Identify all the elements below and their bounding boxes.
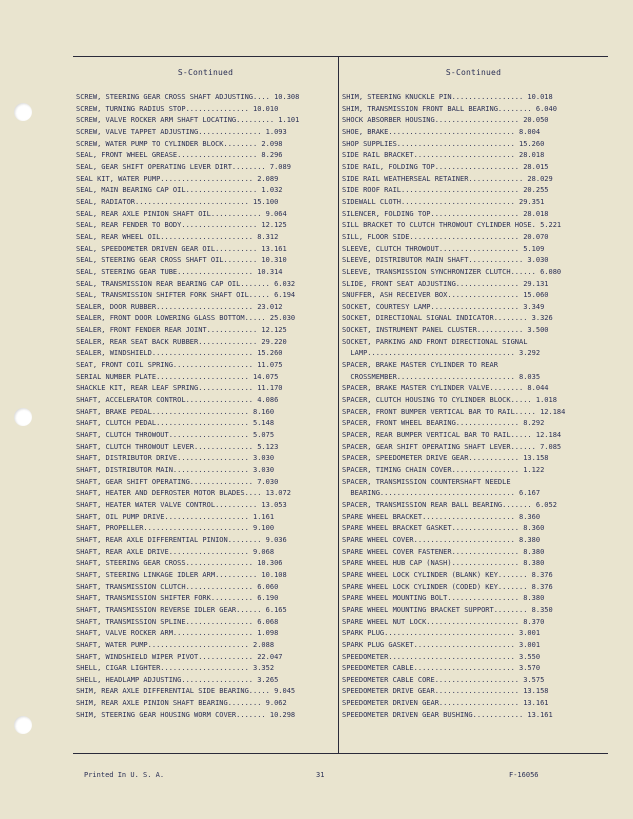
index-entry	[76, 547, 335, 559]
index-entry	[342, 686, 606, 698]
index-entry	[76, 162, 335, 174]
index-entry-text: SHAFT, ACCELERATOR CONTROL................ 4.086	[76, 396, 279, 405]
index-entry	[342, 640, 606, 652]
index-entry-text: SPARE WHEEL LOCK CYLINDER (CODED) KEY....... 8.376	[342, 582, 553, 591]
index-entry	[342, 570, 606, 582]
index-entry-text: SHAFT, HEATER WATER VALVE CONTROL.......... 13.053	[76, 500, 287, 509]
index-entry	[342, 465, 606, 477]
index-entry-text: SPACER, TRANSMISSION REAR BALL BEARING....... 6.052	[342, 500, 557, 509]
index-entry-text: SEAL, REAR AXLE PINION SHAFT OIL............ 9.064	[76, 209, 287, 218]
index-entry	[76, 442, 335, 454]
index-entry-text: SEAT, FRONT COIL SPRING................... 11.075	[76, 361, 283, 370]
index-entry-text: SCREW, VALVE TAPPET ADJUSTING............... 1.093	[76, 127, 287, 136]
index-entry	[76, 593, 335, 605]
index-entry-text: SCREW, WATER PUMP TO CYLINDER BLOCK........ 2.098	[76, 139, 283, 148]
index-entry-text: SHAFT, TRANSMISSION SPLINE................ 6.068	[76, 617, 279, 626]
index-entry-text: SLIDE, FRONT SEAT ADJUSTING............... 29.131	[342, 279, 549, 288]
index-entry-text: SEALER, WINDSHIELD........................ 15.260	[76, 349, 283, 358]
right-column-heading: S-Continued	[445, 68, 502, 77]
index-entry-text: SHAFT, BRAKE PEDAL....................... 8.160	[76, 407, 275, 416]
index-entry-text: SIDE ROOF RAIL............................ 20.255	[342, 186, 549, 195]
index-entry-text: SIDE RAIL WEATHERSEAL RETAINER............. 28.029	[342, 174, 553, 183]
index-entry-text: SHAFT, STEERING LINKAGE IDLER ARM.......... 10.108	[76, 570, 287, 579]
index-entry-text: SPACER, FRONT WHEEL BEARING............... 8.292	[342, 419, 545, 428]
index-entry	[76, 407, 335, 419]
index-entry	[342, 302, 606, 314]
index-entry	[342, 453, 606, 465]
index-entry-text: SLEEVE, DISTRIBUTOR MAIN SHAFT............. 3.030	[342, 256, 549, 265]
index-entry	[76, 640, 335, 652]
index-entry	[76, 360, 335, 372]
column-divider	[338, 57, 339, 753]
index-entry-text: SOCKET, PARKING AND FRONT DIRECTIONAL SIGNAL	[342, 337, 528, 346]
index-entry	[76, 232, 335, 244]
index-entry	[76, 337, 335, 349]
index-entry	[342, 663, 606, 675]
binder-hole-bottom	[14, 716, 32, 734]
index-entry-text: SHAFT, CLUTCH PEDAL...................... 5.148	[76, 419, 275, 428]
index-entry-text: SEAL KIT, WATER PUMP...................... 2.089	[76, 174, 279, 183]
index-entry	[76, 477, 335, 489]
index-entry	[76, 197, 335, 209]
index-entry-text: CROSSMEMBER............................ 8.035	[342, 372, 541, 381]
index-entry-text: SPACER, GEAR SHIFT OPERATING SHAFT LEVER...... 7.085	[342, 442, 562, 451]
binder-hole-middle	[14, 408, 32, 426]
index-entry-text: SHOCK ABSORBER HOUSING.................... 20.050	[342, 116, 549, 125]
index-entry	[76, 220, 335, 232]
index-entry-text: BEARING................................ 6.167	[342, 489, 541, 498]
index-entry	[342, 372, 606, 384]
index-entry	[76, 628, 335, 640]
index-entry	[342, 209, 606, 221]
index-entry-text: SHIM, TRANSMISSION FRONT BALL BEARING........ 6.040	[342, 104, 557, 113]
footer-printed-in: Printed In U. S. A.	[84, 771, 165, 779]
index-entry	[76, 430, 335, 442]
index-entry-text: SPEEDOMETER DRIVEN GEAR BUSHING............ 13.161	[342, 710, 553, 719]
index-entry	[76, 570, 335, 582]
index-entry	[342, 500, 606, 512]
index-entry-text: SPACER, REAR BUMPER VERTICAL BAR TO RAIL..... 12.184	[342, 431, 562, 440]
index-entry-text: SPACER, TRANSMISSION COUNTERSHAFT NEEDLE	[342, 477, 511, 486]
index-entry-text: SHIM, REAR AXLE PINION SHAFT BEARING........ 9.062	[76, 699, 287, 708]
index-entry-text: SHELL, CIGAR LIGHTER..................... 3.352	[76, 664, 275, 673]
index-entry	[342, 477, 606, 489]
index-entry-text: SHAFT, WATER PUMP........................ 2.088	[76, 640, 275, 649]
index-entry-text: SPEEDOMETER.............................. 3.550	[342, 652, 541, 661]
index-entry-text: SEAL, SPEEDOMETER DRIVEN GEAR OIL.......... 13.161	[76, 244, 287, 253]
index-entry-text: SHOP SUPPLIES............................ 15.260	[342, 139, 545, 148]
index-entry	[342, 174, 606, 186]
index-entry-text: SEAL, REAR FENDER TO BODY.................. 12.125	[76, 221, 287, 230]
index-entry	[342, 232, 606, 244]
index-entry-text: SPEEDOMETER CABLE........................ 3.570	[342, 664, 541, 673]
index-entry	[76, 418, 335, 430]
index-entry-text: SILENCER, FOLDING TOP..................... 28.018	[342, 209, 549, 218]
index-entry	[76, 617, 335, 629]
index-entry-text: SLEEVE, TRANSMISSION SYNCHRONIZER CLUTCH...... 6.080	[342, 267, 562, 276]
index-entry	[76, 395, 335, 407]
index-entry-text: SHAFT, CLUTCH THROWOUT LEVER.............. 5.123	[76, 442, 279, 451]
index-entry-text: SPARE WHEEL BRACKET...................... 8.360	[342, 512, 541, 521]
index-entry	[342, 512, 606, 524]
footer-page-number: 31	[316, 771, 325, 779]
index-entry-text: SIDEWALL CLOTH........................... 29.351	[342, 197, 545, 206]
index-entry-text: SHAFT, CLUTCH THROWOUT................... 5.075	[76, 431, 275, 440]
index-entry-text: SEAL, TRANSMISSION SHIFTER FORK SHAFT OIL..... 6.194	[76, 291, 296, 300]
index-entry	[342, 104, 606, 116]
index-entry-text: SPARE WHEEL NUT LOCK...................... 8.370	[342, 617, 545, 626]
index-entry-text: SILL, FLOOR SIDE.......................... 20.070	[342, 232, 549, 241]
index-entry	[76, 383, 335, 395]
index-entry-text: SPARE WHEEL COVER........................ 8.380	[342, 535, 541, 544]
index-entry	[76, 92, 335, 104]
index-entry-text: SHAFT, REAR AXLE DRIVE................... 9.068	[76, 547, 275, 556]
index-entry	[342, 675, 606, 687]
index-entry-text: SCREW, TURNING RADIUS STOP............... 10.010	[76, 104, 279, 113]
index-entry	[76, 139, 335, 151]
index-entry-text: SOCKET, COURTESY LAMP..................... 3.349	[342, 302, 545, 311]
index-entry	[342, 255, 606, 267]
index-entry-text: SHAFT, GEAR SHIFT OPERATING............... 7.030	[76, 477, 279, 486]
index-entry-text: SPARE WHEEL MOUNTING BOLT................. 8.380	[342, 594, 545, 603]
index-entry-text: SPACER, FRONT BUMPER VERTICAL BAR TO RAIL..... 12.184	[342, 407, 566, 416]
index-entry-text: SEAL, REAR WHEEL OIL...................... 8.312	[76, 232, 279, 241]
footer-form-number: F-16056	[509, 771, 539, 779]
index-entry	[342, 115, 606, 127]
index-entry-text: SHAFT, TRANSMISSION REVERSE IDLER GEAR...... 6.165	[76, 605, 287, 614]
index-entry	[342, 430, 606, 442]
index-entry-text: SHAFT, STEERING GEAR CROSS................ 10.306	[76, 559, 283, 568]
index-entry	[76, 348, 335, 360]
index-entry-text: SPACER, TIMING CHAIN COVER................ 1.122	[342, 466, 545, 474]
index-entry-text: SHIM, STEERING GEAR HOUSING WORM COVER....... 10.298	[76, 710, 296, 719]
index-entry	[76, 535, 335, 547]
index-entry	[342, 337, 606, 349]
index-entry	[342, 244, 606, 256]
index-entry-text: SEAL, STEERING GEAR TUBE.................. 10.314	[76, 267, 283, 276]
index-entry	[342, 418, 606, 430]
index-entry-text: SPEEDOMETER CABLE CORE.................... 3.575	[342, 675, 545, 684]
index-entry	[342, 150, 606, 162]
index-entry-text: SEAL, STEERING GEAR CROSS SHAFT OIL........ 10.310	[76, 256, 287, 265]
index-entry	[342, 325, 606, 337]
index-entry-text: SCREW, VALVE ROCKER ARM SHAFT LOCATING......... 1.101	[76, 116, 300, 125]
index-entry	[342, 313, 606, 325]
index-entry	[76, 115, 335, 127]
index-entry-text: SPARE WHEEL BRACKET GASKET................ 8.360	[342, 524, 545, 533]
index-entry	[342, 383, 606, 395]
index-entry	[76, 663, 335, 675]
index-entry-text: SEAL, RADIATOR........................... 15.100	[76, 197, 279, 206]
index-entry	[342, 558, 606, 570]
index-entry-text: SHAFT, DISTRIBUTOR MAIN.................. 3.030	[76, 466, 275, 474]
index-entry-text: SHIM, STEERING KNUCKLE PIN................. 10.018	[342, 93, 553, 101]
index-entry-text: SERIAL NUMBER PLATE...................... 14.075	[76, 372, 279, 381]
index-entry-text: SPARE WHEEL COVER FASTENER................ 8.380	[342, 547, 545, 556]
index-entry	[342, 220, 606, 232]
index-entry-text: SEAL, TRANSMISSION REAR BEARING CAP OIL....... 6.032	[76, 279, 296, 288]
index-entry	[76, 104, 335, 116]
index-entry-text: SEALER, FRONT DOOR LOWERING GLASS BOTTOM..... 25.030	[76, 314, 296, 323]
left-column-heading: S-Continued	[177, 68, 234, 77]
index-entry-text: SIDE RAIL, FOLDING TOP.................... 28.015	[342, 162, 549, 171]
index-entry-text: SHELL, HEADLAMP ADJUSTING................. 3.265	[76, 675, 279, 684]
index-entry-text: SOCKET, DIRECTIONAL SIGNAL INDICATOR........ 3.326	[342, 314, 553, 323]
index-entry-text: SNUFFER, ASH RECEIVER BOX................. 15.060	[342, 291, 549, 300]
index-entry-text: SEAL, GEAR SHIFT OPERATING LEVER DIRT........ 7.089	[76, 162, 291, 171]
index-entry	[342, 488, 606, 500]
index-entry	[342, 348, 606, 360]
right-column-index	[342, 92, 606, 721]
index-entry-text: SPARK PLUG............................... 3.001	[342, 629, 541, 638]
index-entry	[342, 197, 606, 209]
index-entry-text: SIDE RAIL BRACKET........................ 28.018	[342, 151, 545, 160]
index-entry	[76, 523, 335, 535]
index-entry	[342, 407, 606, 419]
index-entry-text: SPEEDOMETER DRIVE GEAR.................... 13.158	[342, 687, 549, 696]
index-entry-text: SHAFT, TRANSMISSION CLUTCH................ 6.060	[76, 582, 279, 591]
index-entry	[342, 360, 606, 372]
index-entry-text: SHAFT, WINDSHIELD WIPER PIVOT............. 22.047	[76, 652, 283, 661]
index-entry	[76, 453, 335, 465]
binder-hole-top	[14, 103, 32, 121]
index-entry-text: SEALER, DOOR RUBBER....................... 23.012	[76, 302, 283, 311]
index-entry	[342, 652, 606, 664]
index-entry	[342, 92, 606, 104]
index-entry	[76, 512, 335, 524]
index-entry	[76, 127, 335, 139]
index-entry	[342, 127, 606, 139]
index-entry-text: SPARE WHEEL MOUNTING BRACKET SUPPORT........ 8.350	[342, 605, 553, 614]
index-entry	[342, 162, 606, 174]
index-entry	[76, 267, 335, 279]
index-entry	[76, 488, 335, 500]
index-entry	[76, 185, 335, 197]
index-entry	[342, 267, 606, 279]
index-entry-text: SHAFT, OIL PUMP DRIVE.................... 1.161	[76, 512, 275, 521]
index-entry-text: SPARE WHEEL LOCK CYLINDER (BLANK) KEY....... 8.376	[342, 570, 553, 579]
index-entry	[342, 535, 606, 547]
index-entry-text: SEAL, MAIN BEARING CAP OIL................. 1.032	[76, 186, 283, 195]
index-entry	[76, 465, 335, 477]
bottom-rule	[73, 753, 608, 754]
index-entry	[342, 547, 606, 559]
index-entry	[342, 139, 606, 151]
index-entry-text: SHAFT, VALVE ROCKER ARM................... 1.098	[76, 629, 279, 638]
top-rule	[73, 56, 608, 57]
index-entry-text: SHACKLE KIT, REAR LEAF SPRING............. 11.170	[76, 384, 283, 393]
index-entry	[76, 372, 335, 384]
index-entry	[76, 500, 335, 512]
index-entry	[76, 558, 335, 570]
index-entry	[76, 582, 335, 594]
index-entry-text: SOCKET, INSTRUMENT PANEL CLUSTER........... 3.500	[342, 326, 549, 335]
index-entry	[76, 652, 335, 664]
index-entry	[342, 628, 606, 640]
index-entry	[76, 174, 335, 186]
index-entry	[342, 710, 606, 722]
index-entry-text: SPARK PLUG GASKET........................ 3.001	[342, 640, 541, 649]
index-entry	[76, 675, 335, 687]
index-entry	[342, 442, 606, 454]
index-entry-text: SPACER, BRAKE MASTER CYLINDER TO REAR	[342, 361, 498, 370]
index-entry	[342, 395, 606, 407]
index-entry	[76, 710, 335, 722]
index-entry-text: SPACER, SPEEDOMETER DRIVE GEAR............ 13.158	[342, 454, 549, 463]
index-entry	[76, 313, 335, 325]
index-entry-text: LAMP................................... 3.292	[342, 349, 541, 358]
index-entry	[76, 302, 335, 314]
index-entry-text: SPEEDOMETER DRIVEN GEAR................... 13.161	[342, 699, 549, 708]
index-entry	[342, 605, 606, 617]
index-entry-text: SLEEVE, CLUTCH THROWOUT................... 5.109	[342, 244, 545, 253]
index-entry	[76, 290, 335, 302]
index-entry-text: SHAFT, REAR AXLE DIFFERENTIAL PINION........ 9.036	[76, 535, 287, 544]
index-entry	[76, 698, 335, 710]
index-entry	[76, 605, 335, 617]
index-entry	[76, 150, 335, 162]
index-entry	[342, 279, 606, 291]
index-entry-text: SPACER, CLUTCH HOUSING TO CYLINDER BLOCK..... 1.018	[342, 396, 557, 405]
index-entry-text: SEAL, FRONT WHEEL GREASE................... 8.296	[76, 151, 283, 160]
index-entry	[342, 593, 606, 605]
index-entry-text: SHAFT, TRANSMISSION SHIFTER FORK.......... 6.190	[76, 594, 279, 603]
index-entry	[76, 279, 335, 291]
index-entry-text: SHAFT, HEATER AND DEFROSTER MOTOR BLADES.... 13.072	[76, 489, 291, 498]
index-entry	[76, 255, 335, 267]
index-entry	[342, 698, 606, 710]
index-entry-text: SPACER, BRAKE MASTER CYLINDER VALVE........ 8.044	[342, 384, 549, 393]
index-entry-text: SHIM, REAR AXLE DIFFERENTIAL SIDE BEARING..... 9.045	[76, 687, 296, 696]
index-entry	[342, 523, 606, 535]
index-entry	[76, 209, 335, 221]
left-column-index	[76, 92, 335, 721]
index-entry	[76, 686, 335, 698]
index-entry-text: SHAFT, PROPELLER......................... 9.100	[76, 524, 275, 533]
index-entry-text: SILL BRACKET TO CLUTCH THROWOUT CYLINDER HOSE. 5.221	[342, 221, 562, 230]
index-entry-text: SEALER, REAR SEAT BACK RUBBER.............. 29.220	[76, 337, 287, 346]
index-entry-text: SHOE, BRAKE.............................. 8.004	[342, 127, 541, 136]
index-entry-text: SCREW, STEERING GEAR CROSS SHAFT ADJUSTING.... 10.308	[76, 93, 300, 101]
index-entry	[342, 185, 606, 197]
index-entry	[342, 617, 606, 629]
index-entry	[76, 244, 335, 256]
index-entry-text: SPARE WHEEL HUB CAP (NASH)................ 8.380	[342, 559, 545, 568]
index-entry	[342, 290, 606, 302]
index-entry-text: SHAFT, DISTRIBUTOR DRIVE................. 3.030	[76, 454, 275, 463]
index-entry	[76, 325, 335, 337]
index-entry	[342, 582, 606, 594]
index-entry-text: SEALER, FRONT FENDER REAR JOINT............ 12.125	[76, 326, 287, 335]
